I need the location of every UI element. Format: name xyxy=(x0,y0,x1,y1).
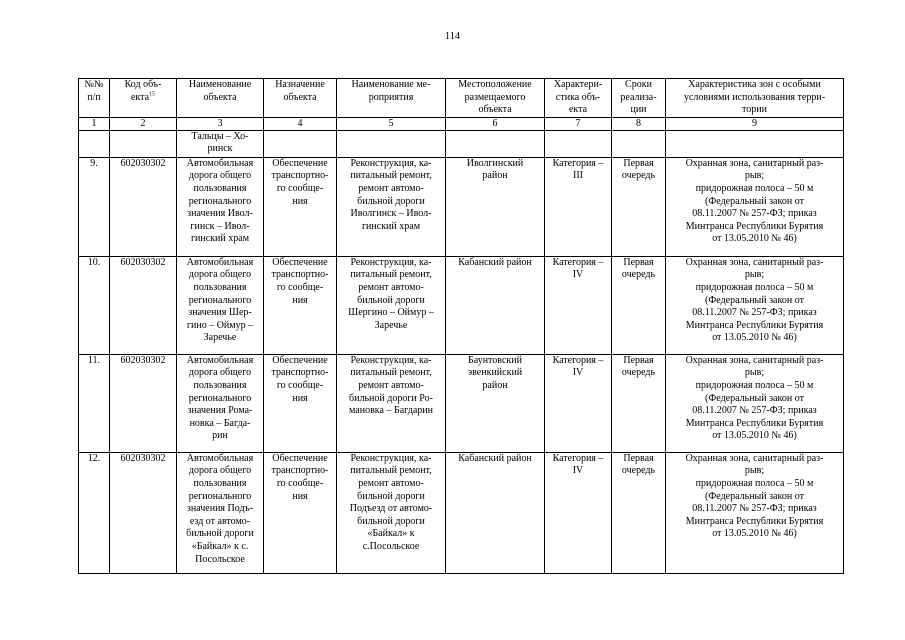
cell-location xyxy=(446,256,545,354)
text-line: роприятия xyxy=(368,91,414,103)
text-line: дорога общего xyxy=(188,367,252,379)
header-location xyxy=(446,79,545,118)
table-row xyxy=(79,157,844,256)
cell-zones xyxy=(666,130,844,157)
table-row xyxy=(79,354,844,452)
text-line: Категория – xyxy=(552,452,604,464)
text-line: Первая xyxy=(623,354,654,366)
text-line: №№ xyxy=(84,79,104,90)
text-line: регионального xyxy=(188,392,252,404)
text-line: Кабанский район xyxy=(458,256,532,268)
text-line: пользования xyxy=(193,477,247,489)
column-numbers-row xyxy=(79,117,844,130)
text-line: регионального xyxy=(188,490,252,502)
text-line: ринск xyxy=(207,143,233,155)
text-line: район xyxy=(482,379,508,391)
text-line: реализа- xyxy=(620,91,657,103)
cell-purpose xyxy=(264,452,337,573)
text-line: от 13.05.2010 № 46) xyxy=(712,332,797,344)
column-number: 1 xyxy=(79,117,110,130)
text-line: ния xyxy=(292,195,308,207)
cell-num: 12. xyxy=(79,452,110,573)
text-line: с.Посольское xyxy=(362,540,420,552)
table-row xyxy=(79,256,844,354)
text-line: от 13.05.2010 № 46) xyxy=(712,430,797,442)
text-line: значения Ивол- xyxy=(187,208,253,220)
cell-num: 9. xyxy=(79,157,110,256)
text-line: Охранная зона, санитарный раз- xyxy=(685,157,824,169)
cell-num xyxy=(79,130,110,157)
text-line: от 13.05.2010 № 46) xyxy=(712,528,797,540)
cell-location xyxy=(446,157,545,256)
header-measure xyxy=(337,79,446,118)
cell-characteristic xyxy=(545,157,612,256)
text-line: от 13.05.2010 № 46) xyxy=(712,233,797,245)
text-line: Посольское xyxy=(195,553,245,565)
text-line: гинский храм xyxy=(361,220,421,232)
text-line: рыв; xyxy=(744,465,765,477)
text-line: Автомобильная xyxy=(186,256,254,268)
text-line: Минтранса Республики Бурятия xyxy=(685,319,824,331)
cell-zones xyxy=(666,157,844,256)
table-row xyxy=(79,452,844,573)
text-line: ния xyxy=(292,490,308,502)
text-line: екта xyxy=(568,104,588,116)
cell-characteristic xyxy=(545,256,612,354)
text-line: размещаемого xyxy=(464,91,526,103)
text-line: питальный ремонт, xyxy=(350,170,432,182)
text-line: Шергино – Оймур – xyxy=(348,307,434,319)
text-line: го сообще- xyxy=(276,379,324,391)
text-line: Минтранса Республики Бурятия xyxy=(685,515,824,527)
text-line: пользования xyxy=(193,281,247,293)
text-line: ремонт автомо- xyxy=(358,281,424,293)
text-line: Первая xyxy=(623,256,654,268)
text-line: дорога общего xyxy=(188,465,252,477)
cell-purpose xyxy=(264,130,337,157)
text-line: рин xyxy=(212,430,228,442)
text-line: го сообще- xyxy=(276,477,324,489)
text-line: бильной дороги Ро- xyxy=(349,392,433,404)
text-line: транспортно- xyxy=(271,465,329,477)
cell-name xyxy=(177,130,264,157)
text-line: бильной дороги xyxy=(357,294,425,306)
text-line: Заречье xyxy=(374,319,408,331)
text-line: Характери- xyxy=(553,79,603,90)
text-line: Обеспечение xyxy=(272,256,328,268)
text-line: Категория – xyxy=(552,354,604,366)
cell-purpose xyxy=(264,256,337,354)
page-number: 114 xyxy=(444,31,461,42)
text-line: Наименование xyxy=(188,79,252,90)
text-line: 08.11.2007 № 257-ФЗ; приказ xyxy=(692,208,817,220)
text-line: придорожная полоса – 50 м xyxy=(695,379,814,391)
text-line: регионального xyxy=(188,195,252,207)
text-line: «Байкал» к xyxy=(367,528,415,540)
text-line: Характеристика зон с особыми xyxy=(688,79,821,90)
text-line: Категория – xyxy=(552,256,604,268)
text-line: Обеспечение xyxy=(272,157,328,169)
cell-code: 602030302 xyxy=(110,157,177,256)
cell-characteristic xyxy=(545,452,612,573)
text-line: Реконструкция, ка- xyxy=(350,256,432,268)
column-number: 9 xyxy=(666,117,844,130)
cell-zones xyxy=(666,452,844,573)
cell-location xyxy=(446,130,545,157)
text-line: ции xyxy=(630,104,647,116)
text-line: очередь xyxy=(621,465,656,477)
header-num xyxy=(79,79,110,118)
text-line: транспортно- xyxy=(271,367,329,379)
text-line: транспортно- xyxy=(271,170,329,182)
text-line: гино – Оймур – xyxy=(186,319,254,331)
cell-measure xyxy=(337,354,446,452)
cell-code: 602030302 xyxy=(110,354,177,452)
footnote-mark: 15 xyxy=(149,91,156,98)
text-line: значения Рома- xyxy=(187,405,253,417)
text-line: очередь xyxy=(621,367,656,379)
objects-table xyxy=(78,78,844,574)
text-line: ния xyxy=(292,294,308,306)
text-line: условиями использования терри- xyxy=(683,91,826,103)
column-number: 2 xyxy=(110,117,177,130)
text-line: Тальцы – Хо- xyxy=(191,130,249,142)
table-header-row xyxy=(79,79,844,118)
cell-terms xyxy=(612,130,666,157)
text-line: III xyxy=(573,170,583,182)
cell-name xyxy=(177,452,264,573)
text-line: Автомобильная xyxy=(186,354,254,366)
text-line: стика объ- xyxy=(555,91,601,103)
text-line: Охранная зона, санитарный раз- xyxy=(685,452,824,464)
cell-characteristic xyxy=(545,130,612,157)
text-line: Обеспечение xyxy=(272,354,328,366)
text-line: (Федеральный закон от xyxy=(705,392,804,404)
text-line: тории xyxy=(742,104,767,116)
cell-name xyxy=(177,354,264,452)
cell-measure xyxy=(337,452,446,573)
text-line: Минтранса Республики Бурятия xyxy=(685,220,824,232)
text-line: 08.11.2007 № 257-ФЗ; приказ xyxy=(692,307,817,319)
table-row xyxy=(79,130,844,157)
column-number: 7 xyxy=(545,117,612,130)
text-line: Охранная зона, санитарный раз- xyxy=(685,354,824,366)
cell-terms xyxy=(612,256,666,354)
text-line: объекта xyxy=(283,91,317,103)
text-line: (Федеральный закон от xyxy=(705,195,804,207)
text-line: транспортно- xyxy=(271,269,329,281)
column-number: 6 xyxy=(446,117,545,130)
cell-terms xyxy=(612,452,666,573)
text-line: бильной дороги xyxy=(357,515,425,527)
text-line: Наименование ме- xyxy=(351,79,431,90)
cell-measure xyxy=(337,157,446,256)
text-line: го сообще- xyxy=(276,281,324,293)
text-line: ремонт автомо- xyxy=(358,379,424,391)
text-line: бильной дороги xyxy=(357,490,425,502)
text-line: значения Шер- xyxy=(188,307,252,319)
text-line: ремонт автомо- xyxy=(358,477,424,489)
cell-purpose xyxy=(264,157,337,256)
cell-location xyxy=(446,354,545,452)
text-line: езд от автомо- xyxy=(189,515,251,527)
text-line: IV xyxy=(572,465,584,477)
cell-code: 602030302 xyxy=(110,256,177,354)
text-line: IV xyxy=(572,269,584,281)
text-line: рыв; xyxy=(744,367,765,379)
text-line: гинский храм xyxy=(190,233,250,245)
cell-name xyxy=(177,157,264,256)
text-line: новка – Багда- xyxy=(189,417,251,429)
text-line: регионального xyxy=(188,294,252,306)
text-line: Реконструкция, ка- xyxy=(350,354,432,366)
text-line: пользования xyxy=(193,379,247,391)
text-line: очередь xyxy=(621,170,656,182)
column-number: 5 xyxy=(337,117,446,130)
text-line: рыв; xyxy=(744,269,765,281)
header-purpose xyxy=(264,79,337,118)
cell-characteristic xyxy=(545,354,612,452)
text-line: Первая xyxy=(623,452,654,464)
text-line: 08.11.2007 № 257-ФЗ; приказ xyxy=(692,405,817,417)
text-line: Реконструкция, ка- xyxy=(350,452,432,464)
text-line: Автомобильная xyxy=(186,452,254,464)
text-line: ремонт автомо- xyxy=(358,182,424,194)
header-terms xyxy=(612,79,666,118)
text-line: Минтранса Республики Бурятия xyxy=(685,417,824,429)
column-number: 4 xyxy=(264,117,337,130)
text-line: Назначение xyxy=(275,79,325,90)
cell-measure xyxy=(337,256,446,354)
text-line: п/п xyxy=(87,91,101,103)
text-line: бильной дороги xyxy=(357,195,425,207)
text-line: дорога общего xyxy=(188,269,252,281)
cell-measure xyxy=(337,130,446,157)
text-line: Категория – xyxy=(552,157,604,169)
text-line: Баунтовский xyxy=(468,354,522,366)
text-line: дорога общего xyxy=(188,170,252,182)
text-line: питальный ремонт, xyxy=(350,367,432,379)
cell-zones xyxy=(666,354,844,452)
text-line: Реконструкция, ка- xyxy=(350,157,432,169)
text-line: питальный ремонт, xyxy=(350,465,432,477)
text-line: Первая xyxy=(623,157,654,169)
text-line: гинск – Ивол- xyxy=(190,220,250,232)
text-line: бильной дороги xyxy=(186,528,254,540)
text-line: объекта xyxy=(203,91,237,103)
cell-num: 11. xyxy=(79,354,110,452)
text-line: Иволгинский xyxy=(466,157,524,169)
text-line: Подъезд от автомо- xyxy=(349,503,433,515)
text-line: эвенкийский xyxy=(467,367,523,379)
text-line: очередь xyxy=(621,269,656,281)
text-line: ния xyxy=(292,392,308,404)
text-line: Сроки xyxy=(625,79,652,90)
cell-code xyxy=(110,130,177,157)
text-line: придорожная полоса – 50 м xyxy=(695,281,814,293)
text-line: придорожная полоса – 50 м xyxy=(695,477,814,489)
cell-purpose xyxy=(264,354,337,452)
text-line: питальный ремонт, xyxy=(350,269,432,281)
text-line: «Байкал» к с. xyxy=(191,540,249,552)
text-line: мановка – Багдарин xyxy=(349,405,433,417)
text-line: рыв; xyxy=(744,170,765,182)
column-number: 3 xyxy=(177,117,264,130)
text-line: Иволгинск – Ивол- xyxy=(350,208,432,220)
text-line: го сообще- xyxy=(276,182,324,194)
text-line: Охранная зона, санитарный раз- xyxy=(685,256,824,268)
cell-code: 602030302 xyxy=(110,452,177,573)
text-line: Автомобильная xyxy=(186,157,254,169)
cell-terms xyxy=(612,157,666,256)
text-line: (Федеральный закон от xyxy=(705,294,804,306)
text-line: (Федеральный закон от xyxy=(705,490,804,502)
header-zones xyxy=(666,79,844,118)
header-code: Код объ- екта$^{15}$ xyxy=(110,79,177,118)
text-line: придорожная полоса – 50 м xyxy=(695,182,814,194)
text-line: Обеспечение xyxy=(272,452,328,464)
cell-location xyxy=(446,452,545,573)
text-line: Заречье xyxy=(203,332,237,344)
text-line: объекта xyxy=(478,104,512,116)
text-line: IV xyxy=(572,367,584,379)
text-line: район xyxy=(482,170,508,182)
cell-name xyxy=(177,256,264,354)
text-line: пользования xyxy=(193,182,247,194)
cell-terms xyxy=(612,354,666,452)
text-line: Кабанский район xyxy=(458,452,532,464)
column-number: 8 xyxy=(612,117,666,130)
text-line: 08.11.2007 № 257-ФЗ; приказ xyxy=(692,503,817,515)
text-line: Местоположение xyxy=(458,79,532,90)
text-line: значения Подъ- xyxy=(186,503,254,515)
cell-num: 10. xyxy=(79,256,110,354)
cell-zones xyxy=(666,256,844,354)
header-name xyxy=(177,79,264,118)
header-characteristic xyxy=(545,79,612,118)
